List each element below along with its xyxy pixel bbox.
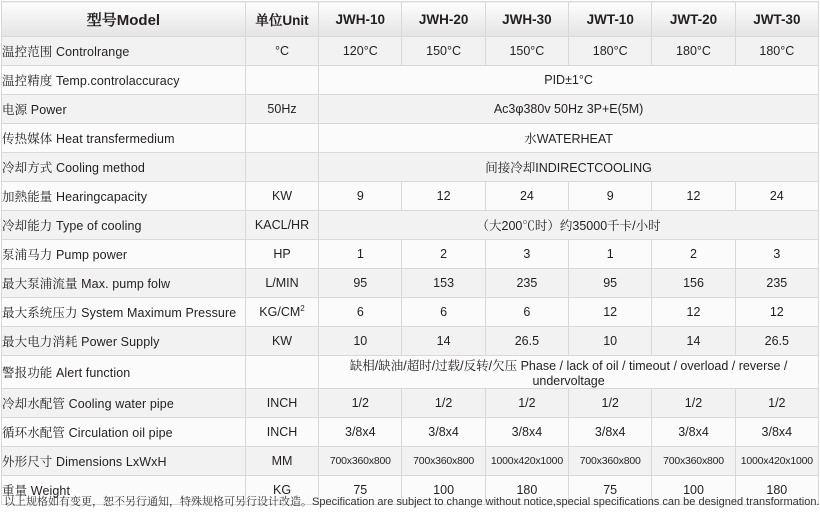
table-row xyxy=(2,389,819,418)
footnote: 以上规格如有变更，恕不另行通知，特殊规格可另行设计改造。Specification are subject to change without notice,special specifications can be designed transformation. xyxy=(4,496,820,508)
row-value: 1000x420x1000 xyxy=(735,447,818,476)
table-header-row xyxy=(2,2,819,37)
row-label: 冷却水配管 Cooling water pipe xyxy=(2,389,246,418)
header-model-jwt-30: JWT-30 xyxy=(735,2,818,37)
row-value: 14 xyxy=(652,327,735,356)
row-value: 120°C xyxy=(319,37,402,66)
row-value: 700x360x800 xyxy=(652,447,735,476)
row-unit xyxy=(245,66,318,95)
row-label: 温控范围 Controlrange xyxy=(2,37,246,66)
table-row xyxy=(2,95,819,124)
row-label: 最大电力消耗 Power Supply xyxy=(2,327,246,356)
table-row xyxy=(2,447,819,476)
row-value: 3/8x4 xyxy=(485,418,568,447)
row-label: 警报功能 Alert function xyxy=(2,356,246,389)
row-unit: KACL/HR xyxy=(245,211,318,240)
row-value: 180 xyxy=(485,476,568,505)
row-merged-value: （大200℃时）约35000千卡/小时 xyxy=(319,211,819,240)
row-value: 10 xyxy=(319,327,402,356)
header-unit: 单位Unit xyxy=(245,2,318,37)
row-value: 12 xyxy=(569,298,652,327)
row-value: 95 xyxy=(319,269,402,298)
row-value: 180°C xyxy=(735,37,818,66)
row-value: 150°C xyxy=(402,37,485,66)
row-label: 温控精度 Temp.controlaccuracy xyxy=(2,66,246,95)
row-value: 6 xyxy=(402,298,485,327)
row-unit: INCH xyxy=(245,418,318,447)
row-value: 153 xyxy=(402,269,485,298)
row-value: 3/8x4 xyxy=(319,418,402,447)
row-value: 180 xyxy=(735,476,818,505)
row-value: 100 xyxy=(652,476,735,505)
row-unit: $KG/CM^2$ xyxy=(245,298,318,327)
row-value: 180°C xyxy=(652,37,735,66)
row-value: 24 xyxy=(735,182,818,211)
row-merged-value: 水WATERHEAT xyxy=(319,124,819,153)
row-value: 1/2 xyxy=(735,389,818,418)
row-value: 100 xyxy=(402,476,485,505)
table-row xyxy=(2,37,819,66)
row-value: 1/2 xyxy=(485,389,568,418)
header-model-jwt-20: JWT-20 xyxy=(652,2,735,37)
row-value: 1 xyxy=(569,240,652,269)
row-value: 235 xyxy=(735,269,818,298)
row-value: 3/8x4 xyxy=(569,418,652,447)
row-label: 传热媒体 Heat transfermedium xyxy=(2,124,246,153)
row-unit: HP xyxy=(245,240,318,269)
row-value: 1/2 xyxy=(652,389,735,418)
row-unit: KW xyxy=(245,327,318,356)
row-value: 700x360x800 xyxy=(569,447,652,476)
row-unit: KG xyxy=(245,476,318,505)
row-value: 3/8x4 xyxy=(652,418,735,447)
table-row xyxy=(2,124,819,153)
table-row xyxy=(2,356,819,389)
row-value: 2 xyxy=(652,240,735,269)
row-value: 150°C xyxy=(485,37,568,66)
row-value: 1/2 xyxy=(569,389,652,418)
row-unit: L/MIN xyxy=(245,269,318,298)
row-value: 700x360x800 xyxy=(402,447,485,476)
row-value: 1000x420x1000 xyxy=(485,447,568,476)
row-value: 9 xyxy=(569,182,652,211)
row-value: 12 xyxy=(735,298,818,327)
row-unit: MM xyxy=(245,447,318,476)
row-value: 9 xyxy=(319,182,402,211)
row-unit: °C xyxy=(245,37,318,66)
row-merged-value: PID±1°C xyxy=(319,66,819,95)
table-body xyxy=(2,2,819,505)
table-row xyxy=(2,269,819,298)
row-value: 26.5 xyxy=(485,327,568,356)
header-model-jwh-20: JWH-20 xyxy=(402,2,485,37)
row-label: 冷却能力 Type of cooling xyxy=(2,211,246,240)
row-label: 冷却方式 Cooling method xyxy=(2,153,246,182)
row-value: 3/8x4 xyxy=(735,418,818,447)
row-label: 加熱能量 Hearingcapacity xyxy=(2,182,246,211)
table-row xyxy=(2,327,819,356)
row-value: 24 xyxy=(485,182,568,211)
row-unit: KW xyxy=(245,182,318,211)
row-value: 12 xyxy=(652,182,735,211)
row-label: 循环水配管 Circulation oil pipe xyxy=(2,418,246,447)
header-model: 型号Model xyxy=(2,2,246,37)
row-value: 10 xyxy=(569,327,652,356)
row-value: 95 xyxy=(569,269,652,298)
row-value: 75 xyxy=(319,476,402,505)
row-value: 6 xyxy=(319,298,402,327)
row-value: 1/2 xyxy=(402,389,485,418)
row-merged-value: 缺相/缺油/超时/过载/反转/欠压 Phase / lack of oil / timeout / overload / reverse / undervoltage xyxy=(319,356,819,389)
row-value: 6 xyxy=(485,298,568,327)
row-value: 12 xyxy=(402,182,485,211)
specification-table xyxy=(1,1,819,505)
table-row xyxy=(2,153,819,182)
table-row xyxy=(2,66,819,95)
header-model-jwt-10: JWT-10 xyxy=(569,2,652,37)
row-value: 3 xyxy=(735,240,818,269)
row-merged-value: 间接冷却INDIRECTCOOLING xyxy=(319,153,819,182)
row-value: 26.5 xyxy=(735,327,818,356)
row-value: 235 xyxy=(485,269,568,298)
row-value: 12 xyxy=(652,298,735,327)
header-model-jwh-10: JWH-10 xyxy=(319,2,402,37)
row-value: 3/8x4 xyxy=(402,418,485,447)
row-label: 泵浦马力 Pump power xyxy=(2,240,246,269)
row-label: 重量 Weight xyxy=(2,476,246,505)
header-model-jwh-30: JWH-30 xyxy=(485,2,568,37)
row-label: 最大泵浦流量 Max. pump folw xyxy=(2,269,246,298)
table-row xyxy=(2,240,819,269)
row-label: 电源 Power xyxy=(2,95,246,124)
row-value: 156 xyxy=(652,269,735,298)
row-label: 外形尺寸 Dimensions LxWxH xyxy=(2,447,246,476)
table-row xyxy=(2,298,819,327)
row-unit: INCH xyxy=(245,389,318,418)
row-value: 14 xyxy=(402,327,485,356)
table-row xyxy=(2,418,819,447)
table-row xyxy=(2,211,819,240)
row-value: 1/2 xyxy=(319,389,402,418)
row-merged-value: Ac3φ380v 50Hz 3P+E(5M) xyxy=(319,95,819,124)
row-value: 700x360x800 xyxy=(319,447,402,476)
row-label: 最大系统压力 System Maximum Pressure xyxy=(2,298,246,327)
row-value: 2 xyxy=(402,240,485,269)
row-unit xyxy=(245,356,318,389)
row-unit: 50Hz xyxy=(245,95,318,124)
row-value: 180°C xyxy=(569,37,652,66)
row-unit xyxy=(245,124,318,153)
spec-sheet xyxy=(0,1,820,515)
row-value: 1 xyxy=(319,240,402,269)
row-unit xyxy=(245,153,318,182)
row-value: 75 xyxy=(569,476,652,505)
row-value: 3 xyxy=(485,240,568,269)
table-row xyxy=(2,182,819,211)
